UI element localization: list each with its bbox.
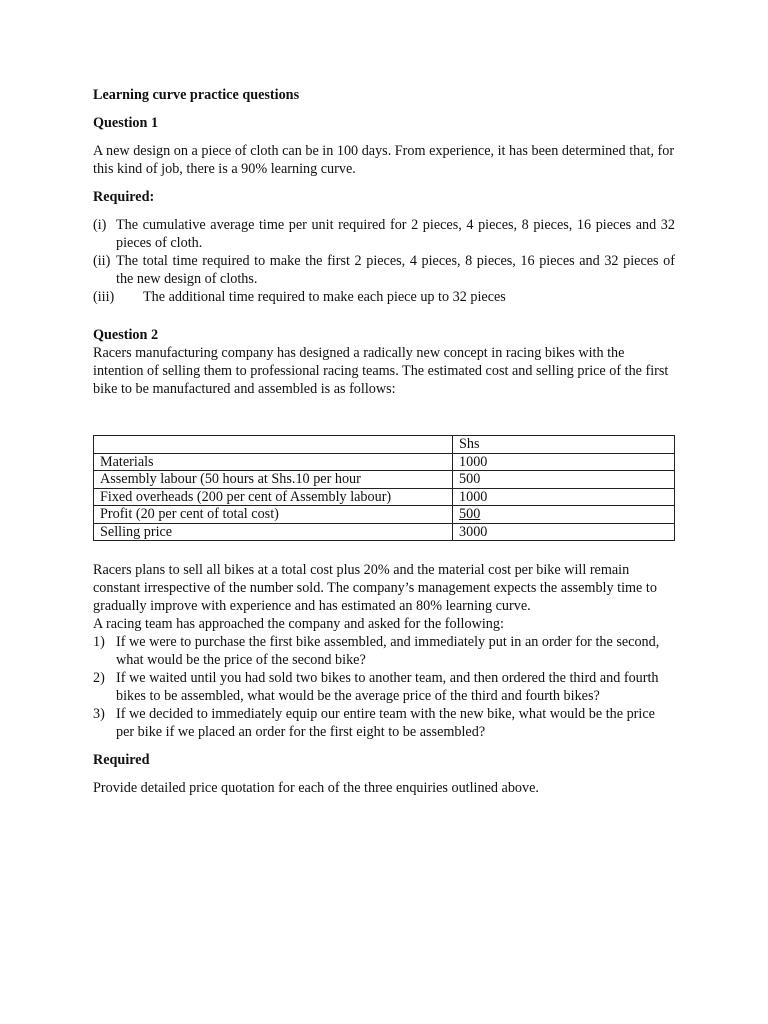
table-cell-label: Profit (20 per cent of total cost) (94, 506, 453, 524)
question-1-required-heading: Required: (93, 189, 155, 205)
table-header-cell (94, 436, 453, 454)
question-2-paragraph-1: Racers plans to sell all bikes at a total cost plus 20% and the material cost per bike will remain constant irrespective of the number sold. The company’s management expects the assembly time to gradually improve with experience and has estimated an 80% learning curve. (93, 562, 657, 614)
table-cell-value: 500 (453, 471, 675, 489)
list-item-number: (i) (93, 217, 107, 233)
question-2-closing: Provide detailed price quotation for each of the three enquiries outlined above. (93, 780, 539, 796)
table-cell-value: 1000 (453, 488, 675, 506)
list-item-number: 1) (93, 634, 105, 650)
question-2-paragraph-2: A racing team has approached the company and asked for the following: (93, 616, 504, 632)
table-cell-label: Fixed overheads (200 per cent of Assembly labour) (94, 488, 453, 506)
table-row (94, 453, 675, 471)
question-2-required-heading: Required (93, 752, 150, 768)
table-row (94, 523, 675, 541)
table-cell-label: Assembly labour (50 hours at Shs.10 per hour (94, 471, 453, 489)
table-cell-value-underlined: 500 (459, 506, 481, 522)
table-cell-value: 1000 (453, 453, 675, 471)
table-row (94, 471, 675, 489)
list-item (93, 216, 675, 252)
table-cell-label: Materials (94, 453, 453, 471)
list-item (93, 288, 675, 306)
list-item (93, 252, 675, 288)
question-2-enquiry-list (93, 633, 675, 741)
list-item (93, 705, 675, 741)
table-row (94, 488, 675, 506)
table-header-row (94, 436, 675, 454)
list-item (93, 633, 675, 669)
list-item (93, 669, 675, 705)
list-item-text: If we were to purchase the first bike assembled, and immediately put in an order for the second, what would be the price of the second bike? (116, 634, 660, 668)
document-page (93, 86, 675, 797)
question-2-intro: Racers manufacturing company has designed a radically new concept in racing bikes with the intention of selling them to professional racing teams. The estimated cost and selling price of the first bike to be manufactured and assembled is as follows: (93, 345, 669, 397)
list-item-text: If we decided to immediately equip our entire team with the new bike, what would be the price per bike if we placed an order for the first eight to be assembled? (116, 706, 655, 740)
document-title: Learning curve practice questions (93, 87, 300, 103)
cost-table (93, 435, 675, 541)
table-row (94, 506, 675, 524)
table-cell-label: Selling price (94, 523, 453, 541)
table-cell-value: 3000 (453, 523, 675, 541)
question-1-intro: A new design on a piece of cloth can be in 100 days. From experience, it has been determined that, for this kind of job, there is a 90% learning curve. (93, 143, 675, 177)
list-item-number: (iii) (93, 289, 115, 305)
question-1-heading: Question 1 (93, 115, 159, 131)
list-item-number: 2) (93, 670, 105, 686)
table-header-cell: Shs (453, 436, 675, 454)
list-item-number: (ii) (93, 253, 111, 269)
list-item-text: The additional time required to make each piece up to 32 pieces (143, 289, 506, 305)
table-cell-value (453, 506, 675, 524)
list-item-text: If we waited until you had sold two bikes to another team, and then ordered the third and fourth bikes to be assembled, what would be the average price of the third and fourth bikes? (116, 670, 659, 704)
list-item-text: The cumulative average time per unit required for 2 pieces, 4 pieces, 8 pieces, 16 pieces and 32 pieces of cloth. (116, 217, 675, 251)
question-1-required-list (93, 216, 675, 306)
list-item-number: 3) (93, 706, 105, 722)
list-item-text: The total time required to make the first 2 pieces, 4 pieces, 8 pieces, 16 pieces and 32 pieces of the new design of cloths. (116, 253, 675, 287)
question-2-heading: Question 2 (93, 327, 159, 343)
